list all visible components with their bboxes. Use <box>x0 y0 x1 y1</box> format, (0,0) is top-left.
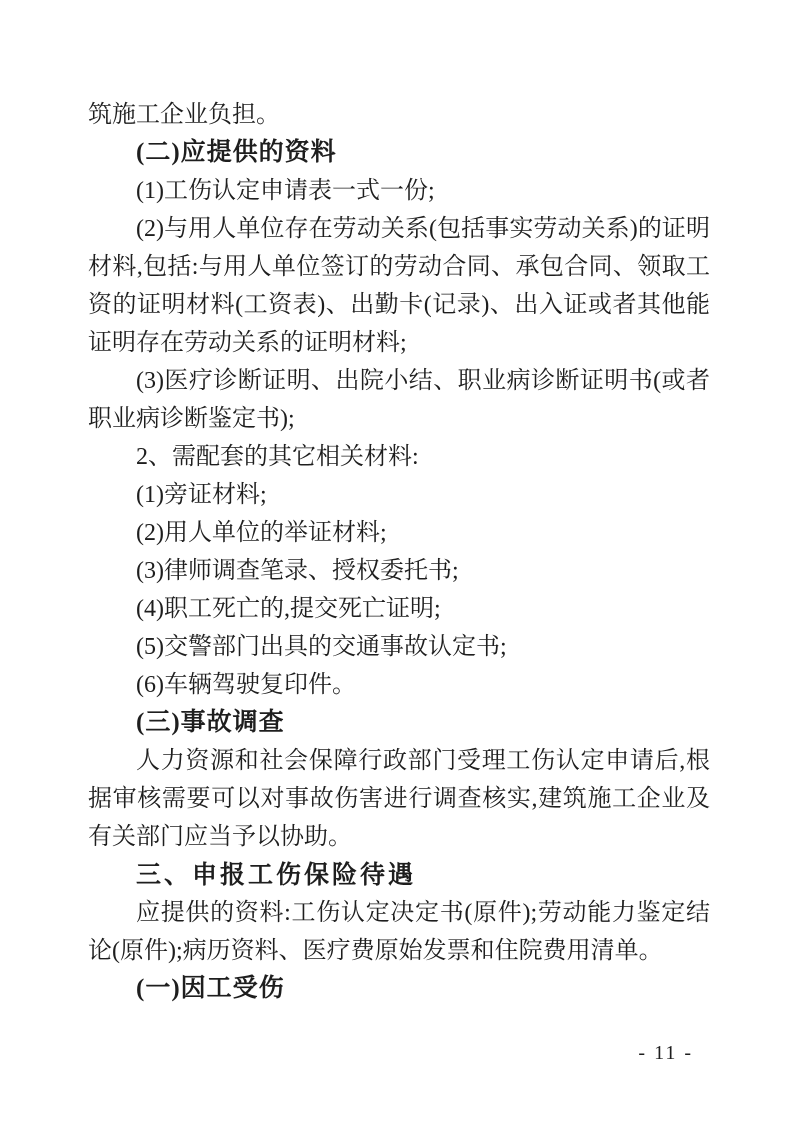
paragraph: (6)车辆驾驶复印件。 <box>136 672 356 698</box>
paragraph: (5)交警部门出具的交通事故认定书; <box>136 634 507 660</box>
paragraph: 应提供的资料:工伤认定决定书(原件);劳动能力鉴定结论(原件);病历资料、医疗费原始发票和住院费用清单。 <box>88 900 710 964</box>
paragraph: (2)用人单位的举证材料; <box>136 520 387 546</box>
page-number: - 11 - <box>638 1042 693 1064</box>
paragraph: 筑施工企业负担。 <box>88 102 280 128</box>
document-body <box>88 96 710 1008</box>
section-heading: (一)因工受伤 <box>136 975 285 1002</box>
paragraph: 2、需配套的其它相关材料: <box>136 444 419 470</box>
paragraph: (1)工伤认定申请表一式一份; <box>136 178 435 204</box>
section-heading: (二)应提供的资料 <box>136 139 337 166</box>
paragraph: 人力资源和社会保障行政部门受理工伤认定申请后,根据审核需要可以对事故伤害进行调查核实,建筑施工企业及有关部门应当予以协助。 <box>88 748 710 850</box>
paragraph: (3)医疗诊断证明、出院小结、职业病诊断证明书(或者职业病诊断鉴定书); <box>88 368 710 432</box>
section-heading: (三)事故调查 <box>136 709 285 736</box>
paragraph: (4)职工死亡的,提交死亡证明; <box>136 596 441 622</box>
paragraph: (3)律师调查笔录、授权委托书; <box>136 558 459 584</box>
paragraph: (2)与用人单位存在劳动关系(包括事实劳动关系)的证明材料,包括:与用人单位签订的劳动合同、承包合同、领取工资的证明材料(工资表)、出勤卡(记录)、出入证或者其他能证明存在劳动关系的证明材料; <box>88 216 710 356</box>
paragraph: (1)旁证材料; <box>136 482 267 508</box>
section-heading: 三、申报工伤保险待遇 <box>136 861 417 889</box>
